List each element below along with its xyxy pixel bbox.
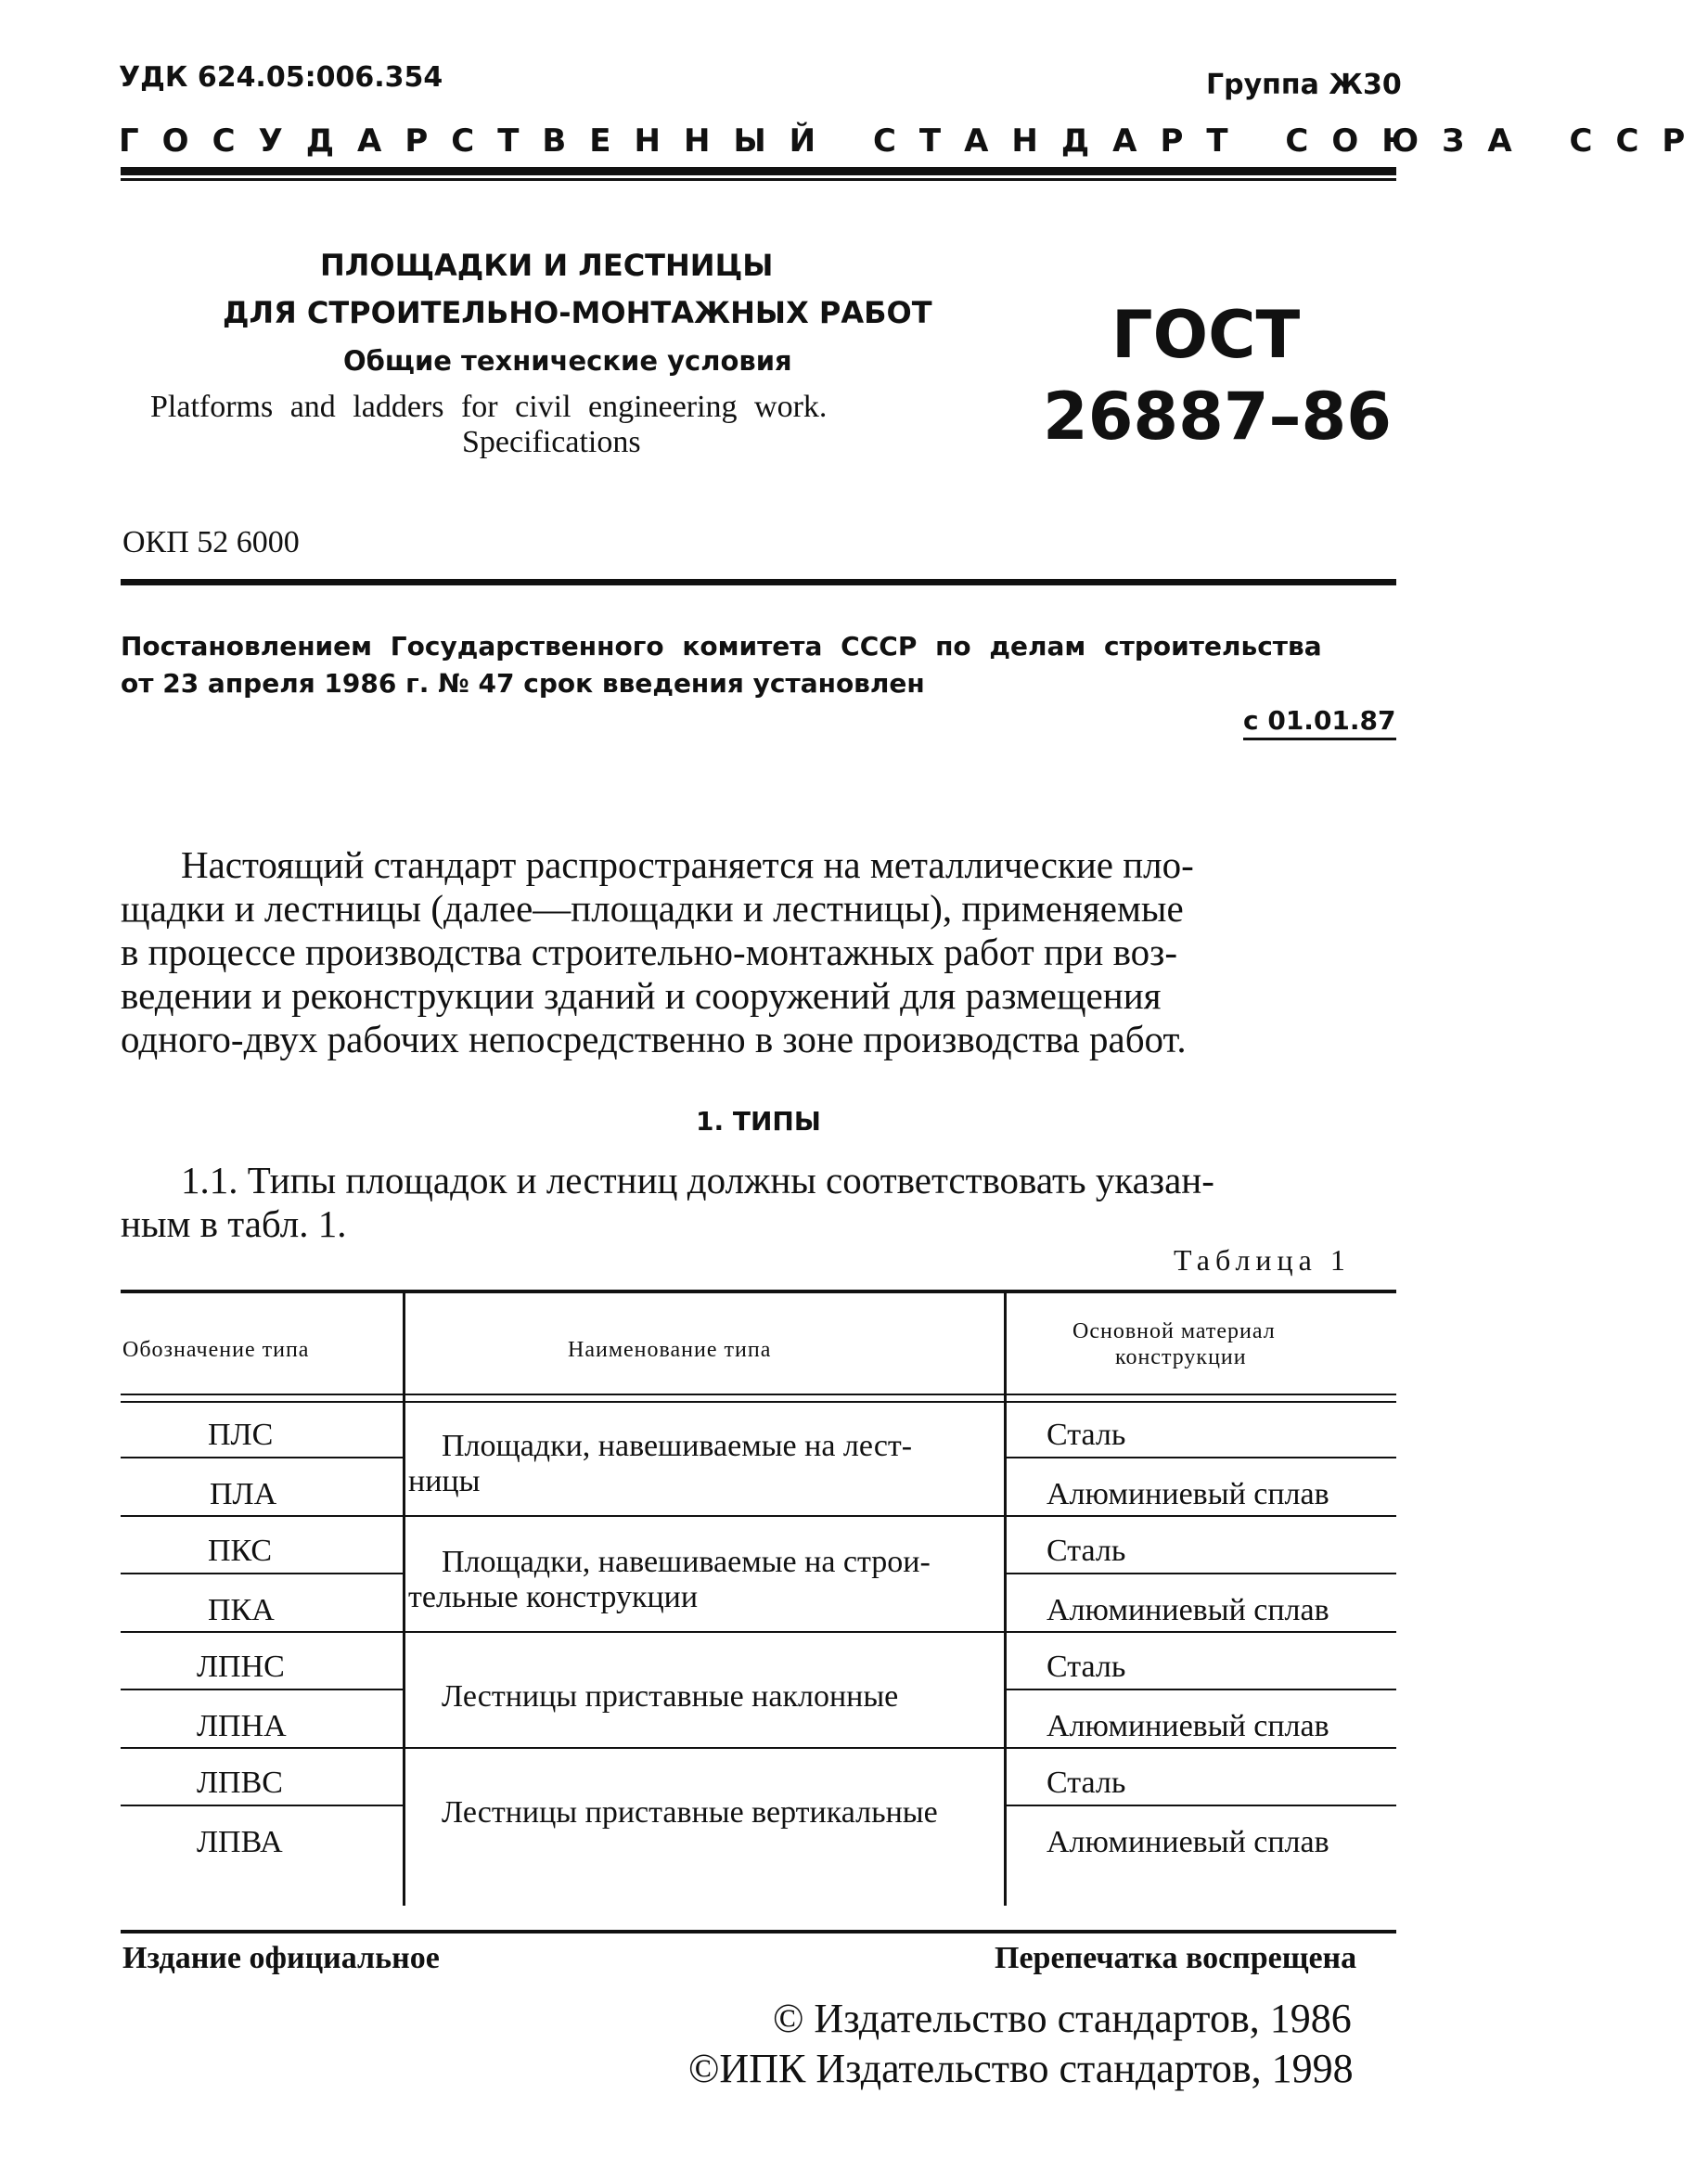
table-row-rule bbox=[1007, 1457, 1396, 1458]
type-code-cell: ЛПНС bbox=[197, 1650, 285, 1684]
material-cell: Сталь bbox=[1047, 1534, 1126, 1568]
intro-line: одного-двух рабочих непосредственно в зоне производства работ. bbox=[121, 1018, 1187, 1060]
table-row-rule bbox=[121, 1457, 403, 1458]
header-material-line2: конструкции bbox=[1115, 1345, 1247, 1369]
table-header-rule bbox=[121, 1394, 1396, 1395]
copyright-line1: © Издательство стандартов, 1986 bbox=[773, 1996, 1352, 2041]
intro-line: щадки и лестницы (далее—площадки и лестницы), применяемые bbox=[121, 887, 1184, 930]
english-title-line2: Specifications bbox=[462, 425, 641, 459]
type-code-cell: ЛПНА bbox=[197, 1709, 287, 1743]
header-type-code: Обозначение типа bbox=[122, 1338, 310, 1362]
table-col-divider bbox=[403, 1293, 405, 1906]
official-edition-note: Издание официальное bbox=[122, 1941, 440, 1975]
table-header-rule bbox=[121, 1401, 1396, 1403]
doc-title-line2: ДЛЯ СТРОИТЕЛЬНО-МОНТАЖНЫХ РАБОТ bbox=[223, 295, 932, 330]
footer-rule bbox=[121, 1930, 1396, 1933]
table-row-rule bbox=[1007, 1689, 1396, 1690]
type-code-cell: ЛПВА bbox=[197, 1825, 283, 1859]
table-group-rule bbox=[121, 1515, 1396, 1517]
table-label: Таблица 1 bbox=[1174, 1243, 1351, 1277]
type-code-cell: ЛПВС bbox=[197, 1766, 283, 1800]
section-title: 1. ТИПЫ bbox=[696, 1106, 821, 1137]
table-top-rule bbox=[121, 1290, 1396, 1293]
intro-line: ведении и реконструкции зданий и сооружений для размещения bbox=[121, 974, 1162, 1017]
header-type-name: Наименование типа bbox=[568, 1338, 772, 1362]
type-code-cell: ПКА bbox=[208, 1593, 275, 1627]
okp-code: ОКП 52 6000 bbox=[122, 525, 300, 559]
table-row-rule bbox=[121, 1689, 403, 1690]
intro-line: в процессе производства строительно-монтажных работ при воз- bbox=[121, 931, 1178, 973]
gost-number: 26887–86 bbox=[1043, 379, 1392, 455]
table-col-divider bbox=[1004, 1293, 1007, 1906]
type-name-cell: тельные конструкции bbox=[408, 1580, 699, 1614]
header-thin-rule bbox=[121, 178, 1396, 181]
material-cell: Алюминиевый сплав bbox=[1047, 1709, 1329, 1743]
header-thick-rule bbox=[121, 167, 1396, 175]
decree-line1: Постановлением Государственного комитета СССР по делам строительства bbox=[121, 631, 1322, 662]
gost-label: ГОСТ bbox=[1111, 297, 1301, 373]
table-group-rule bbox=[121, 1747, 1396, 1749]
clause-line2: ным в табл. 1. bbox=[121, 1202, 347, 1245]
copyright-line2: ©ИПК Издательство стандартов, 1998 bbox=[688, 2046, 1354, 2091]
effective-date: с 01.01.87 bbox=[1243, 705, 1396, 740]
doc-title-line1: ПЛОЩАДКИ И ЛЕСТНИЦЫ bbox=[320, 248, 774, 283]
type-name-cell: Лестницы приставные вертикальные bbox=[442, 1795, 938, 1830]
header-material-line1: Основной материал bbox=[1072, 1319, 1276, 1343]
material-cell: Алюминиевый сплав bbox=[1047, 1477, 1329, 1511]
gov-standard-heading: ГОСУДАРСТВЕННЫЙ СТАНДАРТ СОЮЗА ССР bbox=[119, 122, 1708, 160]
material-cell: Алюминиевый сплав bbox=[1047, 1825, 1329, 1859]
type-name-cell: Лестницы приставные наклонные bbox=[442, 1679, 899, 1714]
material-cell: Алюминиевый сплав bbox=[1047, 1593, 1329, 1627]
english-title-line1: Platforms and ladders for civil engineering work. bbox=[150, 390, 828, 424]
reprint-prohibited-note: Перепечатка воспрещена bbox=[995, 1941, 1357, 1975]
type-name-cell: Площадки, навешиваемые на лест- bbox=[442, 1429, 913, 1463]
table-row-rule bbox=[121, 1573, 403, 1574]
clause-line1: 1.1. Типы площадок и лестниц должны соответствовать указан- bbox=[181, 1159, 1214, 1201]
doc-subtitle: Общие технические условия bbox=[343, 345, 792, 377]
type-code-cell: ПКС bbox=[208, 1534, 273, 1568]
decree-line2: от 23 апреля 1986 г. № 47 срок введения установлен bbox=[121, 668, 925, 699]
material-cell: Сталь bbox=[1047, 1766, 1126, 1800]
group-code: Группа Ж30 bbox=[1206, 69, 1402, 101]
title-rule bbox=[121, 579, 1396, 585]
table-row-rule bbox=[1007, 1805, 1396, 1806]
udk-code: УДК 624.05:006.354 bbox=[119, 61, 443, 94]
material-cell: Сталь bbox=[1047, 1418, 1126, 1452]
type-code-cell: ПЛС bbox=[208, 1418, 274, 1452]
table-group-rule bbox=[121, 1631, 1396, 1633]
table-row-rule bbox=[121, 1805, 403, 1806]
table-row-rule bbox=[1007, 1573, 1396, 1574]
intro-line: Настоящий стандарт распространяется на металлические пло- bbox=[181, 843, 1194, 886]
type-name-cell: ницы bbox=[408, 1464, 481, 1498]
type-code-cell: ПЛА bbox=[210, 1477, 277, 1511]
material-cell: Сталь bbox=[1047, 1650, 1126, 1684]
type-name-cell: Площадки, навешиваемые на строи- bbox=[442, 1545, 931, 1579]
